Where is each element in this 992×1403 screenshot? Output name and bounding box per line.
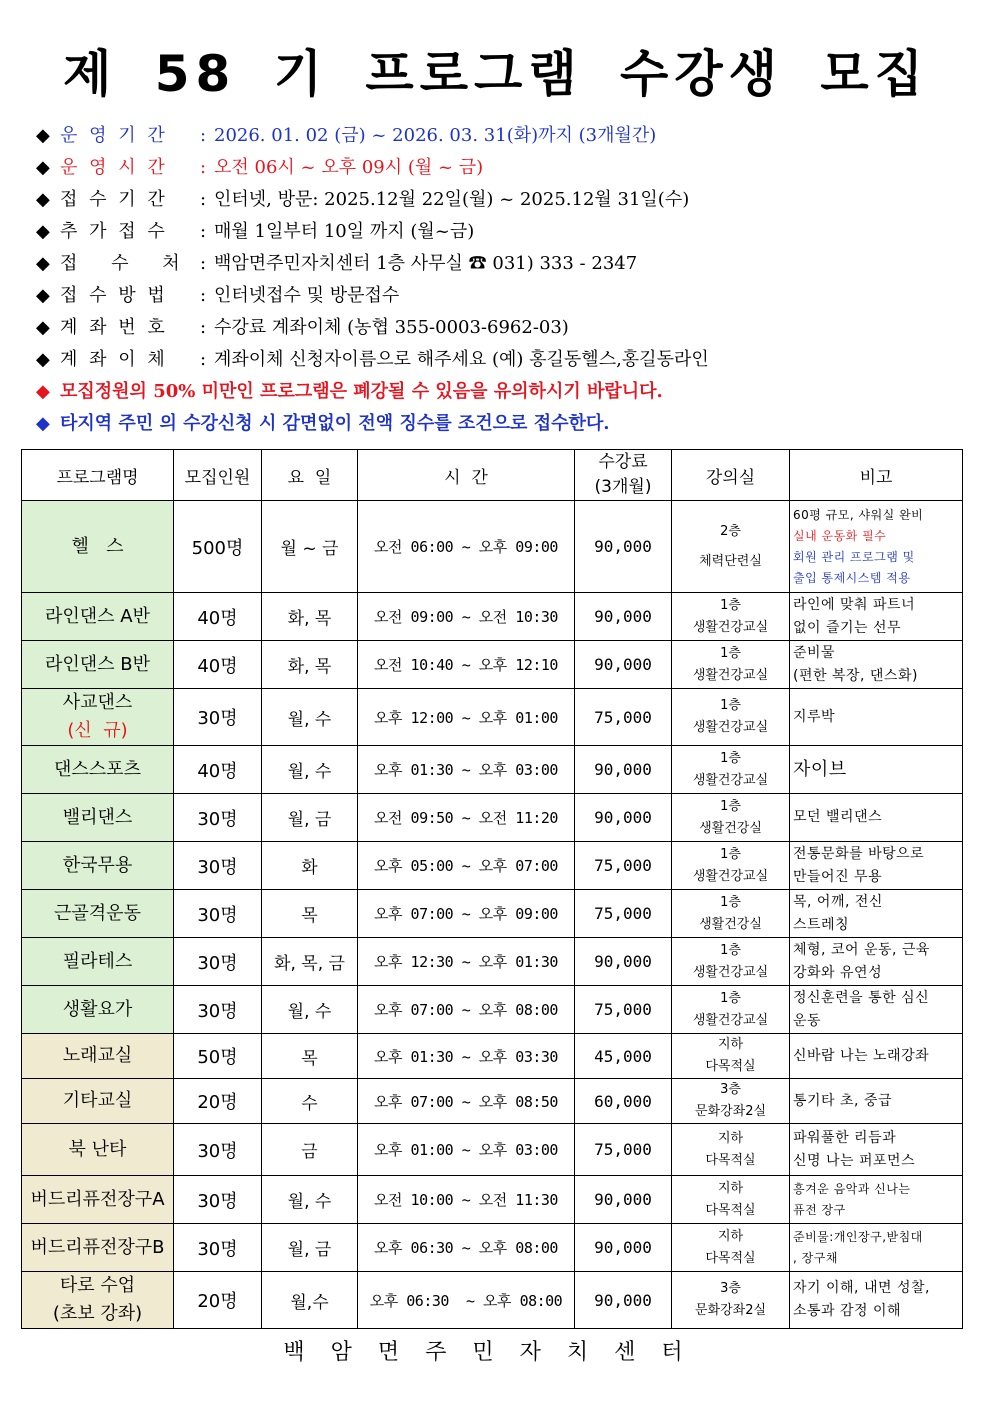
header-time: 시 간	[358, 450, 575, 501]
info-section	[36, 120, 956, 440]
cell-room	[672, 746, 790, 794]
cell-capacity: 30명	[174, 1124, 262, 1176]
cell-fee: 90,000	[575, 501, 672, 593]
cell-capacity: 30명	[174, 1176, 262, 1224]
cell-fee: 90,000	[575, 794, 672, 842]
header-notes: 비고	[790, 450, 963, 501]
header-days: 요 일	[262, 450, 358, 501]
cell-room	[672, 1124, 790, 1176]
cell-capacity: 40명	[174, 746, 262, 794]
cell-time: 오후 01:30 ~ 오후 03:00	[358, 746, 575, 794]
note-line: 실내 운동화 필수	[793, 528, 887, 543]
header-fee	[575, 450, 672, 501]
cell-room	[672, 641, 790, 689]
info-value: 오전 06시 ~ 오후 09시 (월 ~ 금)	[214, 157, 484, 178]
program-name-sub: (신 규)	[67, 720, 128, 741]
header-fee-label: 수강료	[598, 452, 648, 472]
cell-fee: 90,000	[575, 746, 672, 794]
cell-time: 오후 01:30 ~ 오후 03:30	[358, 1034, 575, 1079]
table-row	[22, 641, 963, 689]
cell-time: 오후 05:00 ~ 오후 07:00	[358, 842, 575, 890]
diamond-bullet-icon: ◆	[36, 285, 50, 306]
header-program-name: 프로그램명	[22, 450, 174, 501]
diamond-bullet-icon: ◆	[36, 413, 50, 434]
program-name: 버드리퓨전장구B	[30, 1236, 165, 1258]
note-line: 퓨전 장구	[793, 1202, 846, 1217]
info-value: 인터넷, 방문: 2025.12월 22일(월) ~ 2025.12월 31일(수)	[214, 189, 690, 210]
room-floor: 1층	[720, 846, 741, 862]
cell-room	[672, 689, 790, 746]
diamond-bullet-icon: ◆	[36, 317, 50, 338]
cell-program-name	[22, 794, 174, 842]
cell-notes	[790, 593, 963, 641]
cell-room	[672, 986, 790, 1034]
cell-days: 월, 수	[262, 689, 358, 746]
note-line: 소통과 감정 이해	[793, 1303, 902, 1319]
program-name: 한국무용	[62, 854, 133, 876]
info-label: 추 가 접 수	[60, 221, 168, 242]
note-line: 없이 즐기는 선무	[793, 619, 902, 636]
program-name: 사교댄스	[62, 692, 133, 713]
header-capacity: 모집인원	[174, 450, 262, 501]
cell-time: 오전 06:00 ~ 오후 09:00	[358, 501, 575, 593]
cell-capacity: 40명	[174, 593, 262, 641]
cell-days: 목	[262, 1034, 358, 1079]
note-line: 신명 나는 퍼포먼스	[793, 1152, 916, 1169]
cell-room	[672, 890, 790, 938]
cell-days: 월, 수	[262, 986, 358, 1034]
room-name: 문화강좌2실	[694, 1303, 767, 1318]
cell-notes	[790, 1034, 963, 1079]
cell-notes	[790, 1272, 963, 1329]
note-line: 지루박	[793, 708, 836, 725]
program-name: 라인댄스 B반	[44, 653, 150, 675]
table-row	[22, 842, 963, 890]
room-floor: 3층	[720, 1281, 741, 1296]
cell-program-name	[22, 689, 174, 746]
cell-capacity: 30명	[174, 890, 262, 938]
cell-days: 월,수	[262, 1272, 358, 1329]
cell-notes	[790, 641, 963, 689]
room-name: 생활건강교실	[692, 1012, 769, 1028]
cell-program-name	[22, 842, 174, 890]
info-row-additional-registration: ◆ 추 가 접 수 : 매월 1일부터 10일 까지 (월~금)	[36, 216, 956, 248]
info-row-account-number: ◆ 계 좌 번 호 : 수강료 계좌이체 (농협 355-0003-6962-03)	[36, 312, 956, 344]
note-line: 모던 밸리댄스	[793, 809, 883, 825]
cell-capacity: 20명	[174, 1079, 262, 1124]
cell-fee: 75,000	[575, 986, 672, 1034]
note-line: 자이브	[793, 759, 847, 780]
note-line: 신바람 나는 노래강좌	[793, 1047, 930, 1064]
cell-room	[672, 794, 790, 842]
cell-fee: 90,000	[575, 1272, 672, 1329]
cell-fee: 45,000	[575, 1034, 672, 1079]
cell-fee: 90,000	[575, 938, 672, 986]
info-label: 계 좌 이 체	[60, 349, 168, 370]
cell-time: 오전 10:40 ~ 오후 12:10	[358, 641, 575, 689]
cell-time: 오후 07:00 ~ 오후 09:00	[358, 890, 575, 938]
info-value: 계좌이체 신청자이름으로 해주세요 (예) 홍길동헬스,홍길동라인	[214, 349, 709, 370]
cell-room	[672, 1176, 790, 1224]
cell-program-name	[22, 593, 174, 641]
cell-program-name	[22, 501, 174, 593]
header-room: 강의실	[672, 450, 790, 501]
table-row	[22, 1272, 963, 1329]
note-line: 운동	[793, 1012, 822, 1029]
program-name: 필라테스	[62, 950, 133, 972]
program-name: 버드리퓨전장구A	[30, 1188, 165, 1210]
room-name: 문화강좌2실	[694, 1104, 767, 1119]
table-row	[22, 890, 963, 938]
program-name-sub: (초보 강좌)	[52, 1303, 143, 1324]
program-name: 북 난타	[68, 1138, 127, 1160]
program-name: 근골격운동	[54, 902, 141, 924]
cell-notes	[790, 501, 963, 593]
cell-room	[672, 842, 790, 890]
cell-notes	[790, 1176, 963, 1224]
note-line: 스트레칭	[793, 916, 850, 933]
cell-capacity: 30명	[174, 794, 262, 842]
room-name: 체력단련실	[699, 553, 762, 569]
cell-room	[672, 1034, 790, 1079]
table-row	[22, 501, 963, 593]
cell-days: 월 ~ 금	[262, 501, 358, 593]
cell-time: 오후 12:30 ~ 오후 01:30	[358, 938, 575, 986]
cell-days: 수	[262, 1079, 358, 1124]
cell-room	[672, 501, 790, 593]
notice-text: 타지역 주민 의 수강신청 시 감면없이 전액 징수를 조건으로 접수한다.	[60, 413, 610, 434]
cell-fee: 75,000	[575, 689, 672, 746]
cell-program-name	[22, 1124, 174, 1176]
note-line: 60평 규모, 샤워실 완비	[793, 507, 924, 522]
room-floor: 1층	[720, 894, 741, 910]
diamond-bullet-icon: ◆	[36, 381, 50, 402]
room-floor: 1층	[720, 942, 741, 958]
note-line: (편한 복장, 댄스화)	[793, 667, 918, 684]
room-name: 생활건강실	[699, 820, 762, 836]
cell-program-name	[22, 746, 174, 794]
room-name: 다목적실	[705, 1250, 756, 1266]
info-row-registration-method: ◆ 접 수 방 법 : 인터넷접수 및 방문접수	[36, 280, 956, 312]
cell-program-name	[22, 890, 174, 938]
room-floor: 1층	[720, 750, 741, 766]
room-name: 다목적실	[705, 1059, 756, 1074]
cell-capacity: 500명	[174, 501, 262, 593]
table-row	[22, 1176, 963, 1224]
cell-fee: 90,000	[575, 1224, 672, 1272]
cell-days: 화, 목, 금	[262, 938, 358, 986]
room-floor: 1층	[720, 645, 741, 661]
info-label: 계 좌 번 호	[60, 317, 168, 338]
room-floor: 지하	[717, 1037, 744, 1052]
cell-time: 오전 09:50 ~ 오전 11:20	[358, 794, 575, 842]
note-line: 흥겨운 음악과 신나는	[793, 1181, 911, 1196]
cell-time: 오전 10:00 ~ 오전 11:30	[358, 1176, 575, 1224]
cell-notes	[790, 1079, 963, 1124]
info-label: 접 수 방 법	[60, 285, 168, 306]
cell-fee: 75,000	[575, 1124, 672, 1176]
cell-notes	[790, 1224, 963, 1272]
footer-organization: 백암면주민자치센터	[283, 1340, 709, 1365]
cell-fee: 60,000	[575, 1079, 672, 1124]
note-line: 준비물:개인장구,받침대	[793, 1229, 923, 1244]
info-row-account-transfer: ◆ 계 좌 이 체 : 계좌이체 신청자이름으로 해주세요 (예) 홍길동헬스,홍길동라인	[36, 344, 956, 376]
cell-program-name	[22, 1224, 174, 1272]
cell-capacity: 30명	[174, 1224, 262, 1272]
cell-time: 오후 07:00 ~ 오후 08:50	[358, 1079, 575, 1124]
room-name: 생활건강교실	[692, 868, 769, 884]
cell-notes	[790, 842, 963, 890]
table-row	[22, 1124, 963, 1176]
cell-days: 금	[262, 1124, 358, 1176]
cell-program-name	[22, 1034, 174, 1079]
note-line: 전통문화를 바탕으로	[793, 845, 925, 862]
room-floor: 지하	[717, 1228, 744, 1244]
cell-days: 화, 목	[262, 641, 358, 689]
table-row	[22, 986, 963, 1034]
note-line: 목, 어깨, 전신	[793, 893, 883, 910]
note-line: 회원 관리 프로그램 및	[793, 549, 915, 564]
diamond-bullet-icon: ◆	[36, 157, 50, 178]
notice-non-resident	[36, 408, 956, 440]
room-name: 다목적실	[705, 1152, 756, 1168]
program-name: 헬 스	[71, 535, 124, 557]
cell-program-name	[22, 938, 174, 986]
cell-fee: 90,000	[575, 1176, 672, 1224]
table-row	[22, 746, 963, 794]
info-value: 수강료 계좌이체 (농협 355-0003-6962-03)	[214, 317, 569, 338]
room-name: 다목적실	[705, 1202, 756, 1218]
cell-notes	[790, 1124, 963, 1176]
room-floor: 1층	[720, 597, 741, 613]
note-line: 체형, 코어 운동, 근육	[793, 941, 930, 958]
cell-fee: 75,000	[575, 842, 672, 890]
notice-closure	[36, 376, 956, 408]
info-row-hours: ◆ 운 영 시 간 : 오전 06시 ~ 오후 09시 (월 ~ 금)	[36, 152, 956, 184]
diamond-bullet-icon: ◆	[36, 189, 50, 210]
room-name: 생활건강교실	[692, 667, 769, 683]
cell-room	[672, 1079, 790, 1124]
cell-notes	[790, 890, 963, 938]
cell-days: 화, 목	[262, 593, 358, 641]
room-name: 생활건강교실	[692, 772, 769, 788]
cell-time: 오후 01:00 ~ 오후 03:00	[358, 1124, 575, 1176]
cell-notes	[790, 938, 963, 986]
table-row	[22, 593, 963, 641]
cell-room	[672, 1272, 790, 1329]
cell-notes	[790, 986, 963, 1034]
info-label: 운 영 기 간	[60, 125, 168, 146]
info-label: 운 영 시 간	[60, 157, 168, 178]
cell-days: 월, 수	[262, 746, 358, 794]
note-line: 만들어진 무용	[793, 868, 883, 885]
program-name: 타로 수업	[59, 1275, 136, 1296]
program-table	[21, 449, 963, 1329]
header-fee-period: (3개월)	[594, 477, 652, 497]
diamond-bullet-icon: ◆	[36, 125, 50, 146]
cell-time: 오후 12:00 ~ 오후 01:00	[358, 689, 575, 746]
note-line: 준비물	[793, 644, 836, 661]
note-line: 강화와 유연성	[793, 964, 883, 981]
cell-program-name	[22, 1079, 174, 1124]
room-floor: 지하	[717, 1130, 744, 1146]
table-row	[22, 1079, 963, 1124]
cell-notes	[790, 689, 963, 746]
note-line: 자기 이해, 내면 성찰,	[793, 1280, 930, 1296]
cell-program-name	[22, 986, 174, 1034]
cell-room	[672, 593, 790, 641]
cell-program-name	[22, 1272, 174, 1329]
table-row	[22, 689, 963, 746]
room-floor: 1층	[720, 798, 741, 814]
room-name: 생활건강교실	[692, 619, 769, 635]
info-value: 백암면주민자치센터 1층 사무실 ☎ 031) 333 - 2347	[214, 253, 638, 274]
cell-fee: 90,000	[575, 641, 672, 689]
info-row-registration-period: ◆ 접 수 기 간 : 인터넷, 방문: 2025.12월 22일(월) ~ 2025.12월 31일(수)	[36, 184, 956, 216]
info-row-registration-office: ◆ 접 수 처 : 백암면주민자치센터 1층 사무실 ☎ 031) 333 - 2347	[36, 248, 956, 280]
table-row	[22, 794, 963, 842]
room-name: 생활건강실	[699, 916, 762, 932]
diamond-bullet-icon: ◆	[36, 253, 50, 274]
program-name: 댄스스포츠	[54, 758, 141, 780]
cell-notes	[790, 746, 963, 794]
table-row	[22, 1034, 963, 1079]
room-floor: 3층	[720, 1082, 741, 1097]
note-line: 라인에 맞춰 파트너	[793, 596, 916, 613]
room-floor: 1층	[720, 990, 741, 1006]
cell-notes	[790, 794, 963, 842]
cell-capacity: 30명	[174, 938, 262, 986]
cell-days: 목	[262, 890, 358, 938]
info-label: 접 수 기 간	[60, 189, 168, 210]
cell-capacity: 50명	[174, 1034, 262, 1079]
cell-days: 월, 금	[262, 1224, 358, 1272]
diamond-bullet-icon: ◆	[36, 221, 50, 242]
room-floor: 1층	[720, 698, 741, 713]
cell-room	[672, 938, 790, 986]
cell-capacity: 30명	[174, 689, 262, 746]
note-line: 출입 통제시스템 적용	[793, 570, 911, 585]
room-floor: 지하	[717, 1180, 744, 1196]
room-floor: 2층	[720, 523, 741, 539]
note-line: 통기타 초, 중급	[793, 1092, 892, 1109]
note-line: 정신훈련을 통한 심신	[793, 989, 930, 1006]
diamond-bullet-icon: ◆	[36, 349, 50, 370]
program-name: 노래교실	[62, 1045, 133, 1066]
cell-program-name	[22, 641, 174, 689]
notice-text: 모집정원의 50% 미만인 프로그램은 폐강될 수 있음을 유의하시기 바랍니다.	[60, 381, 663, 402]
info-value: 2026. 01. 02 (금) ~ 2026. 03. 31(화)까지 (3개월간)	[214, 125, 657, 146]
cell-capacity: 30명	[174, 986, 262, 1034]
cell-days: 월, 수	[262, 1176, 358, 1224]
cell-fee: 90,000	[575, 593, 672, 641]
cell-capacity: 30명	[174, 842, 262, 890]
cell-days: 월, 금	[262, 794, 358, 842]
program-name: 생활요가	[62, 998, 133, 1020]
note-line: 파워풀한 리듬과	[793, 1129, 897, 1146]
info-label: 접 수 처	[60, 253, 194, 274]
cell-days: 화	[262, 842, 358, 890]
cell-fee: 75,000	[575, 890, 672, 938]
cell-time: 오후 06:30 ~ 오후 08:00	[358, 1224, 575, 1272]
info-value: 매월 1일부터 10일 까지 (월~금)	[214, 221, 475, 242]
info-row-period: ◆ 운 영 기 간 : 2026. 01. 02 (금) ~ 2026. 03. 31(화)까지 (3개월간)	[36, 120, 956, 152]
table-header-row	[22, 450, 963, 501]
room-name: 생활건강교실	[692, 964, 769, 980]
page-title: 제 58 기 프로그램 수강생 모집	[63, 45, 929, 103]
table-row	[22, 1224, 963, 1272]
table-row	[22, 938, 963, 986]
cell-time: 오전 09:00 ~ 오전 10:30	[358, 593, 575, 641]
note-line: , 장구채	[793, 1250, 838, 1265]
cell-room	[672, 1224, 790, 1272]
program-name: 밸리댄스	[62, 806, 133, 828]
cell-capacity: 20명	[174, 1272, 262, 1329]
info-value: 인터넷접수 및 방문접수	[214, 285, 400, 306]
cell-program-name	[22, 1176, 174, 1224]
cell-time: 오후 07:00 ~ 오후 08:00	[358, 986, 575, 1034]
room-name: 생활건강교실	[692, 720, 769, 735]
program-name: 라인댄스 A반	[45, 605, 150, 627]
cell-time: 오후 06:30 ~ 오후 08:00	[358, 1272, 575, 1329]
cell-capacity: 40명	[174, 641, 262, 689]
program-name: 기타교실	[62, 1090, 133, 1111]
